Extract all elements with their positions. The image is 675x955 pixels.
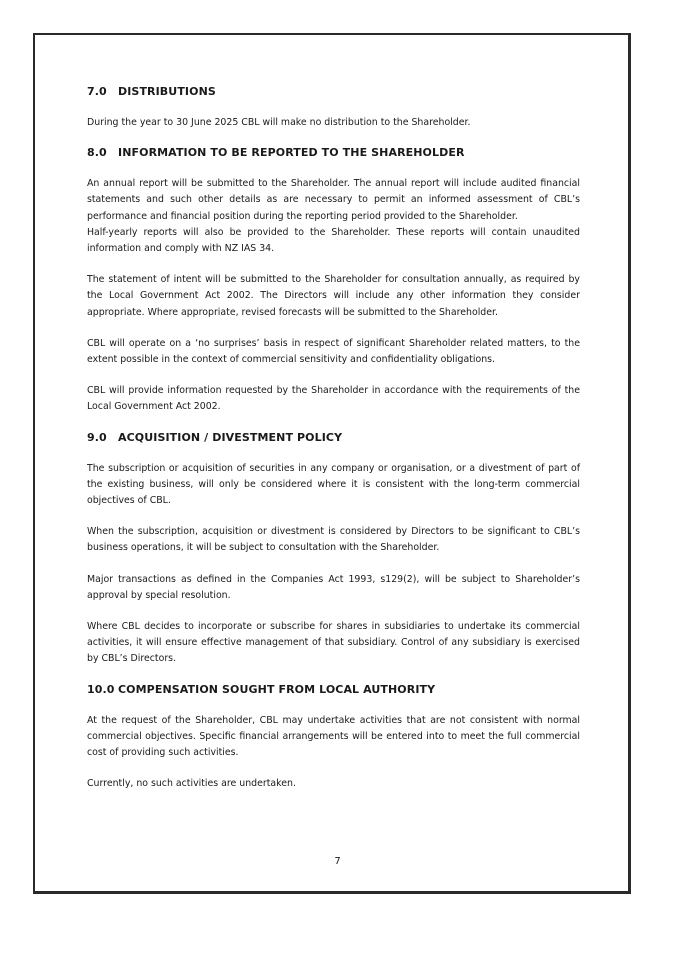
- section-title: INFORMATION TO BE REPORTED TO THE SHAREHOLDER: [118, 146, 465, 160]
- paragraph: The statement of intent will be submitted to the Shareholder for consultation annually, as required by the Local Government Act 2002. The Directors will include any other information they consider appropriate. Where appropriate, revised forecasts will be submitted to the Shareholder.: [87, 274, 580, 318]
- section-heading-distributions: [87, 84, 580, 100]
- paragraph: When the subscription, acquisition or divestment is considered by Directors to be significant to CBL’s business operations, it will be subject to consultation with the Shareholder.: [87, 526, 580, 554]
- section-heading-acquisition-divestment: [87, 430, 580, 446]
- document-body: [87, 84, 580, 792]
- paragraph: Where CBL decides to incorporate or subscribe for shares in subsidiaries to undertake its commercial activities, it will ensure effective management of that subsidiary. Control of any subsidiary is exercised by CBL’s Directors.: [87, 621, 580, 665]
- paragraph: The subscription or acquisition of securities in any company or organisation, or a divestment of part of the existing business, will only be considered where it is consistent with the long-term commercial objectives of CBL.: [87, 462, 580, 507]
- paragraph: During the year to 30 June 2025 CBL will make no distribution to the Shareholder.: [87, 117, 471, 128]
- section-title: ACQUISITION / DIVESTMENT POLICY: [118, 430, 343, 444]
- paragraph: An annual report will be submitted to the Shareholder. The annual report will include audited financial statements and such other details as are necessary to permit an informed assessment of CBL’s performance and financial position during the reporting period provided to the Shareholder.: [87, 178, 580, 222]
- paragraph: Major transactions as defined in the Companies Act 1993, s129(2), will be subject to Shareholder’s approval by special resolution.: [87, 573, 580, 601]
- paragraph: CBL will provide information requested by the Shareholder in accordance with the requirements of the Local Government Act 2002.: [87, 385, 580, 413]
- section-number: 10.0: [87, 682, 115, 696]
- paragraph: Currently, no such activities are undertaken.: [87, 778, 296, 790]
- section-number: 9.0: [87, 430, 107, 444]
- section-heading-compensation: [87, 682, 580, 698]
- section-heading-information-reported: [87, 145, 580, 161]
- page-number: 7: [334, 856, 341, 867]
- section-title: DISTRIBUTIONS: [118, 85, 216, 98]
- section-number: 8.0: [87, 146, 107, 160]
- paragraph: CBL will operate on a ‘no surprises’ basis in respect of significant Shareholder related matters, to the extent possible in the context of commercial sensitivity and confidentiality obligations.: [87, 337, 580, 366]
- paragraph: Half-yearly reports will also be provided to the Shareholder. These reports will contain unaudited information and comply with NZ IAS 34.: [87, 226, 580, 255]
- paragraph: At the request of the Shareholder, CBL may undertake activities that are not consistent with normal commercial objectives. Specific financial arrangements will be entered into to meet the full commercial cost of providing such activities.: [87, 714, 580, 759]
- section-title: COMPENSATION SOUGHT FROM LOCAL AUTHORITY: [118, 682, 436, 696]
- section-number: 7.0: [87, 85, 107, 98]
